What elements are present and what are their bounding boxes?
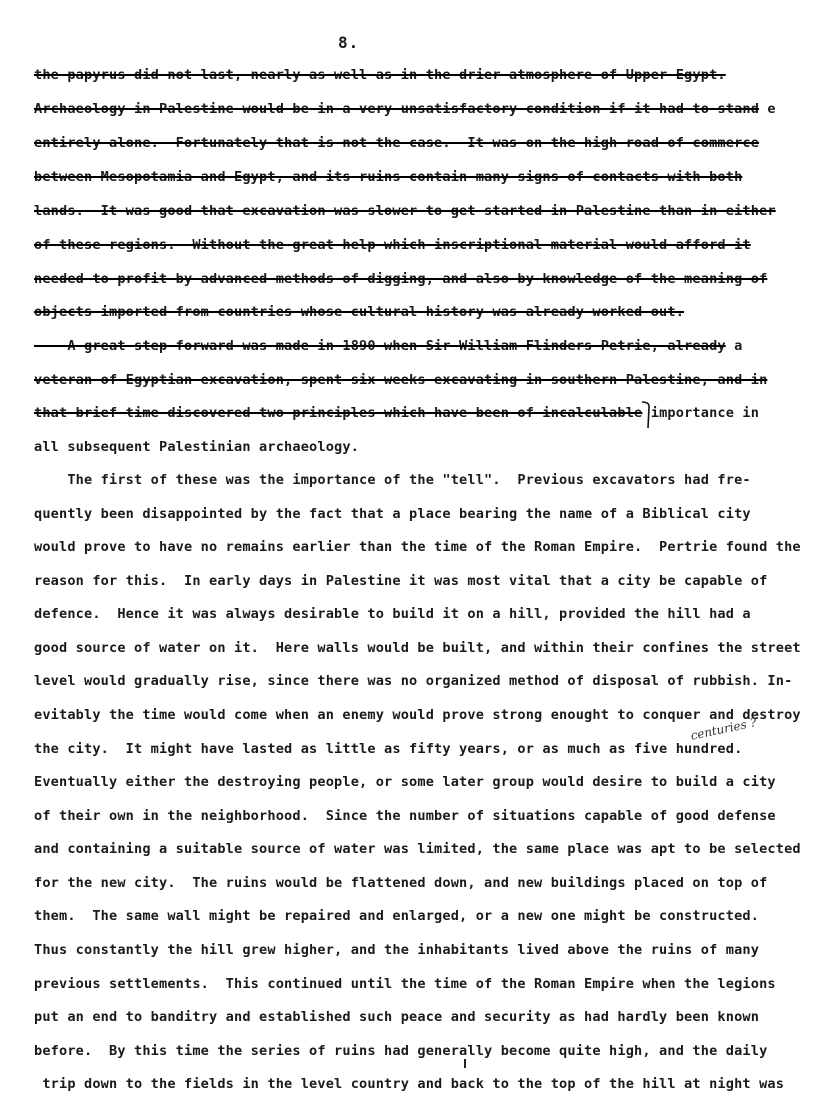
text-line bbox=[34, 1075, 824, 1093]
plain-text: The first of these was the importance of the "tell". Previous excavators had fre- bbox=[34, 472, 751, 488]
handwritten-marginal-note: centuries ? bbox=[689, 715, 758, 743]
text-line bbox=[34, 270, 824, 288]
text-line bbox=[34, 66, 824, 84]
plain-text: put an end to banditry and established such peace and security as had hardly been known bbox=[34, 1009, 760, 1025]
text-line bbox=[34, 773, 824, 791]
struck-text: objects imported from countries whose cultural history was already worked out. bbox=[34, 304, 685, 320]
text-line bbox=[34, 1008, 824, 1026]
edit-bracket-mark bbox=[640, 400, 654, 430]
text-line bbox=[34, 807, 824, 825]
plain-text: of their own in the neighborhood. Since the number of situations capable of good defense bbox=[34, 808, 776, 824]
plain-text: before. By this time the series of ruins had generally become quite high, and the daily bbox=[34, 1043, 768, 1059]
text-line bbox=[34, 100, 824, 118]
text-line bbox=[34, 874, 824, 892]
struck-text: Archaeology in Palestine would be in a very unsatisfactory condition if it had to stand bbox=[34, 101, 760, 117]
struck-text: that brief time discovered two principles which have been of incalculable bbox=[34, 405, 643, 421]
text-line bbox=[34, 605, 824, 623]
struck-text: the papyrus did not last, nearly as well as in the drier atmosphere of Upper Egypt. bbox=[34, 67, 726, 83]
struck-text: veteran of Egyptian excavation, spent six weeks excavating in southern Palestine, and in bbox=[34, 372, 768, 388]
text-line bbox=[34, 706, 824, 724]
text-line bbox=[34, 371, 824, 389]
struck-text: needed to profit by advanced methods of digging, and also by knowledge of the meaning of bbox=[34, 271, 768, 287]
plain-text: good source of water on it. Here walls would be built, and within their confines the street bbox=[34, 640, 801, 656]
text-line bbox=[34, 168, 824, 186]
plain-text: reason for this. In early days in Palestine it was most vital that a city be capable of bbox=[34, 573, 768, 589]
pencil-tick-mark bbox=[464, 1059, 466, 1068]
plain-text: level would gradually rise, since there was no organized method of disposal of rubbish. In- bbox=[34, 673, 793, 689]
plain-text: Eventually either the destroying people, or some later group would desire to build a city bbox=[34, 774, 776, 790]
text-line bbox=[34, 840, 824, 858]
text-line bbox=[34, 941, 824, 959]
text-line bbox=[34, 337, 824, 355]
page-number: 8. bbox=[338, 33, 360, 52]
plain-text: them. The same wall might be repaired and enlarged, or a new one might be constructed. bbox=[34, 908, 760, 924]
struck-text: A great step forward was made in 1890 when Sir William Flinders Petrie, already bbox=[34, 338, 726, 354]
text-line bbox=[34, 572, 824, 590]
plain-text: for the new city. The ruins would be flattened down, and new buildings placed on top of bbox=[34, 875, 768, 891]
text-line bbox=[34, 1042, 824, 1060]
text-line bbox=[34, 740, 824, 758]
plain-text: evitably the time would come when an enemy would prove strong enought to conquer and destroy bbox=[34, 707, 801, 723]
text-line bbox=[34, 639, 824, 657]
plain-text: trip down to the fields in the level country and back to the top of the hill at night was bbox=[34, 1076, 785, 1092]
text-line bbox=[34, 303, 824, 321]
text-line bbox=[34, 505, 824, 523]
plain-text: quently been disappointed by the fact that a place bearing the name of a Biblical city bbox=[34, 506, 751, 522]
struck-text: lands. It was good that excavation was slower to get started in Palestine than in either bbox=[34, 203, 776, 219]
text-line bbox=[34, 907, 824, 925]
text-line bbox=[34, 134, 824, 152]
plain-text: defence. Hence it was always desirable to build it on a hill, provided the hill had a bbox=[34, 606, 751, 622]
text-line bbox=[34, 202, 824, 220]
plain-text: the city. It might have lasted as little as fifty years, or as much as five hundred. bbox=[34, 741, 743, 757]
plain-text: previous settlements. This continued until the time of the Roman Empire when the legions bbox=[34, 976, 776, 992]
plain-text: Thus constantly the hill grew higher, and the inhabitants lived above the ruins of many bbox=[34, 942, 760, 958]
plain-text: all subsequent Palestinian archaeology. bbox=[34, 439, 360, 455]
text-line bbox=[34, 672, 824, 690]
plain-text: would prove to have no remains earlier than the time of the Roman Empire. Pertrie found the bbox=[34, 539, 801, 555]
text-line bbox=[34, 404, 824, 422]
text-line bbox=[34, 975, 824, 993]
plain-text: importance in bbox=[642, 405, 760, 421]
struck-text: entirely alone. Fortunately that is not the case. It was on the high road of commerce bbox=[34, 135, 760, 151]
plain-text: and containing a suitable source of water was limited, the same place was apt to be selected bbox=[34, 841, 801, 857]
text-line bbox=[34, 236, 824, 254]
plain-text: e bbox=[759, 101, 776, 117]
text-line bbox=[34, 438, 824, 456]
text-line bbox=[34, 538, 824, 556]
plain-text: a bbox=[725, 338, 743, 354]
struck-text: between Mesopotamia and Egypt, and its ruins contain many signs of contacts with both bbox=[34, 169, 743, 185]
text-line bbox=[34, 471, 824, 489]
struck-text: of these regions. Without the great help which inscriptional material would afford it bbox=[34, 237, 751, 253]
